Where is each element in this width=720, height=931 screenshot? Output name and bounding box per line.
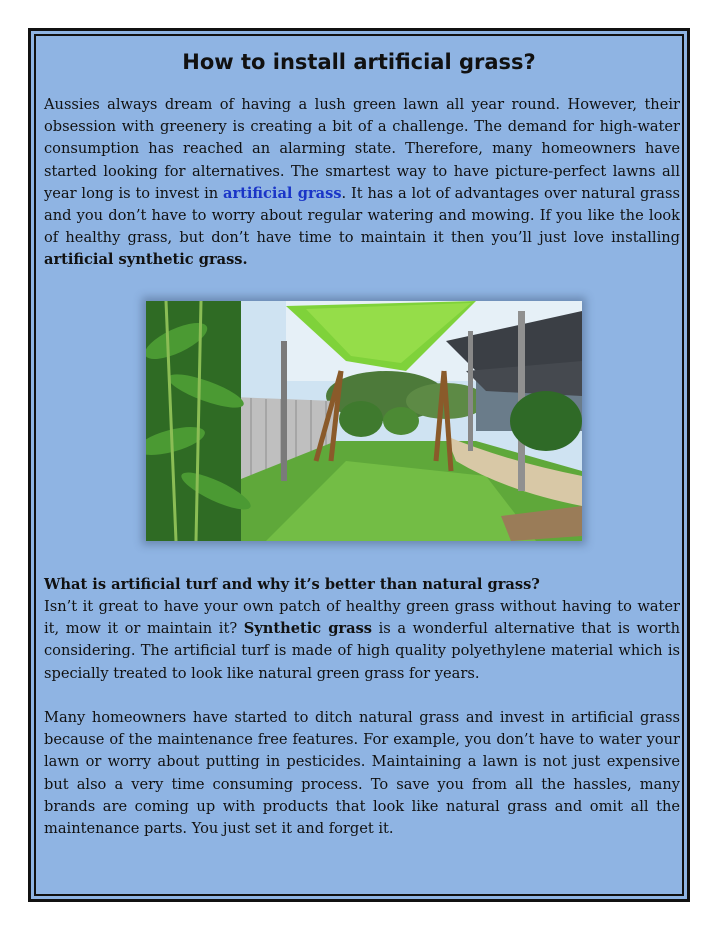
page-title: How to install artificial grass?	[182, 50, 536, 74]
photo-garden-shade-sails-icon	[146, 301, 582, 541]
section-paragraph	[44, 596, 680, 685]
garden-photo	[146, 301, 582, 541]
intro-paragraph	[44, 94, 680, 272]
synthetic-grass-bold: Synthetic grass	[243, 620, 373, 638]
section-text-end: is a wonderful alternative that is worth considering. The artificial turf is made of high quality polyethylene material which is specially treated to look like natural green grass for years.	[44, 620, 680, 682]
section-text-start: Isn’t it great to have your own patch of healthy green grass without having to water it, mow it or maintain it?	[44, 598, 680, 638]
artificial-grass-link[interactable]: artificial grass	[223, 184, 342, 202]
intro-text-middle: . It has a lot of advantages over natural grass and you don’t have to worry about regular watering and mowing. If you like the look of healthy grass, but don’t have time to maintain it then you’ll just love installing	[44, 184, 680, 247]
intro-text-start: Aussies always dream of having a lush green lawn all year round. However, their obsession with greenery is creating a bit of a challenge. The demand for high-water consumption has reached an alarming state. Therefore, many homeowners have started looking for alternatives. The smartest way to have picture-perfect lawns all year long is to invest in	[44, 96, 680, 202]
page-frame-outer	[28, 28, 690, 902]
page-frame-inner	[34, 34, 684, 896]
intro-bold-end: artificial synthetic grass.	[44, 251, 248, 269]
closing-paragraph: Many homeowners have started to ditch natural grass and invest in artificial grass because of the maintenance free features. For example, you don’t have to water your lawn or worry about putting in pesticides. Maintaining a lawn is not just expensive but also a very time consuming process. To save you from all the hassles, many brands are coming up with products that look like natural grass and omit all the maintenance parts. You just set it and forget it.	[44, 709, 680, 838]
section-heading: What is artificial turf and why it’s better than natural grass?	[44, 576, 540, 593]
